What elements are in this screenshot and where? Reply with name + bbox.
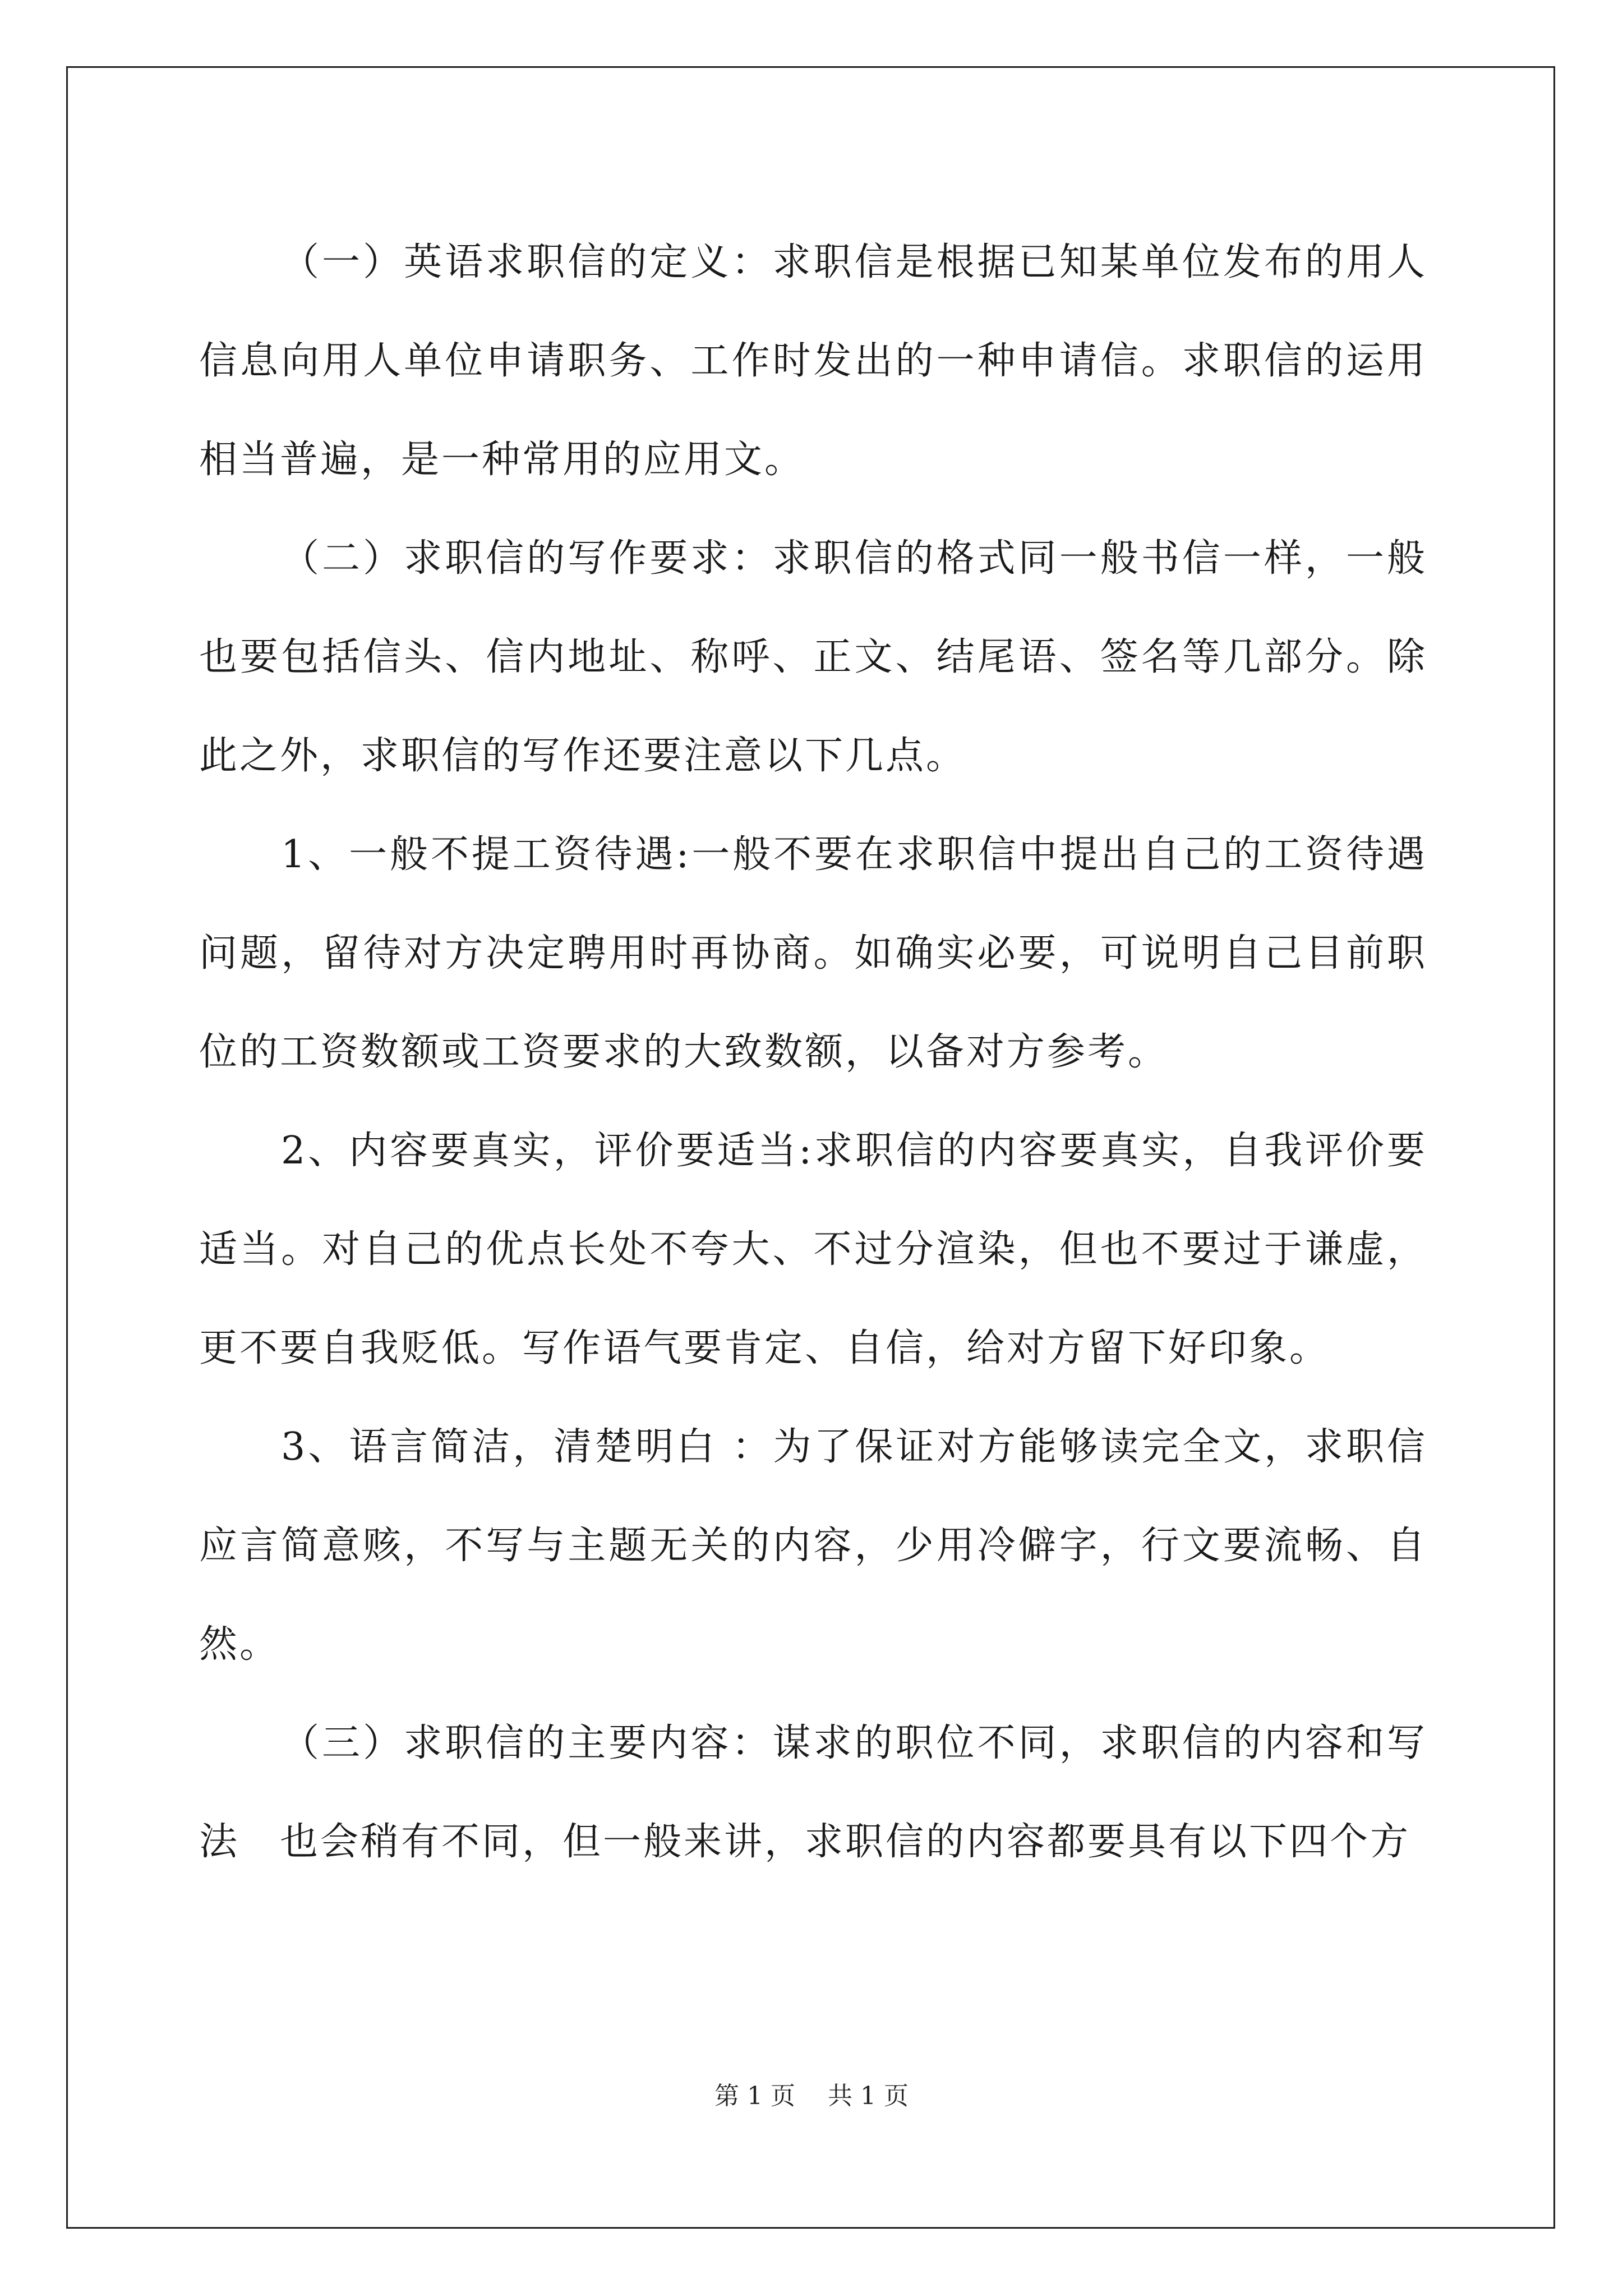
paragraph-truthful-content: 2、内容要真实，评价要适当:求职信的内容要真实，自我评价要适当。对自己的优点长处不夸大、不过分渲染，但也不要过于谦虚，更不要自我贬低。写作语气要肯定、自信，给对方留下好印象。 [199,1129,1427,1370]
page-number: 第 1 页 共 1 页 [714,2082,909,2110]
paragraph-concise-language: 3、语言简洁，清楚明白 ：为了保证对方能够读完全文，求职信应言简意赅，不写与主题无关的内容，少用冷僻字，行文要流畅、自然。 [199,1425,1427,1667]
paragraph-main-content: （三）求职信的主要内容：谋求的职位不同，求职信的内容和写法 也会稍有不同，但一般来讲，求职信的内容都要具有以下四个方 [199,1721,1427,1864]
paragraph-definition: （一）英语求职信的定义：求职信是根据已知某单位发布的用人信息向用人单位申请职务、工作时发出的一种申请信。求职信的运用相当普遍，是一种常用的应用文。 [199,240,1427,482]
paragraph-salary: 1、一般不提工资待遇:一般不要在求职信中提出自己的工资待遇问题，留待对方决定聘用时再协商。如确实必要，可说明自己目前职位的工资数额或工资要求的大致数额，以备对方参考。 [199,832,1427,1074]
document-body [199,213,1427,1892]
paragraph-writing-requirements: （二）求职信的写作要求：求职信的格式同一般书信一样，一般也要包括信头、信内地址、称呼、正文、结尾语、签名等几部分。除此之外，求职信的写作还要注意以下几点。 [199,536,1427,778]
